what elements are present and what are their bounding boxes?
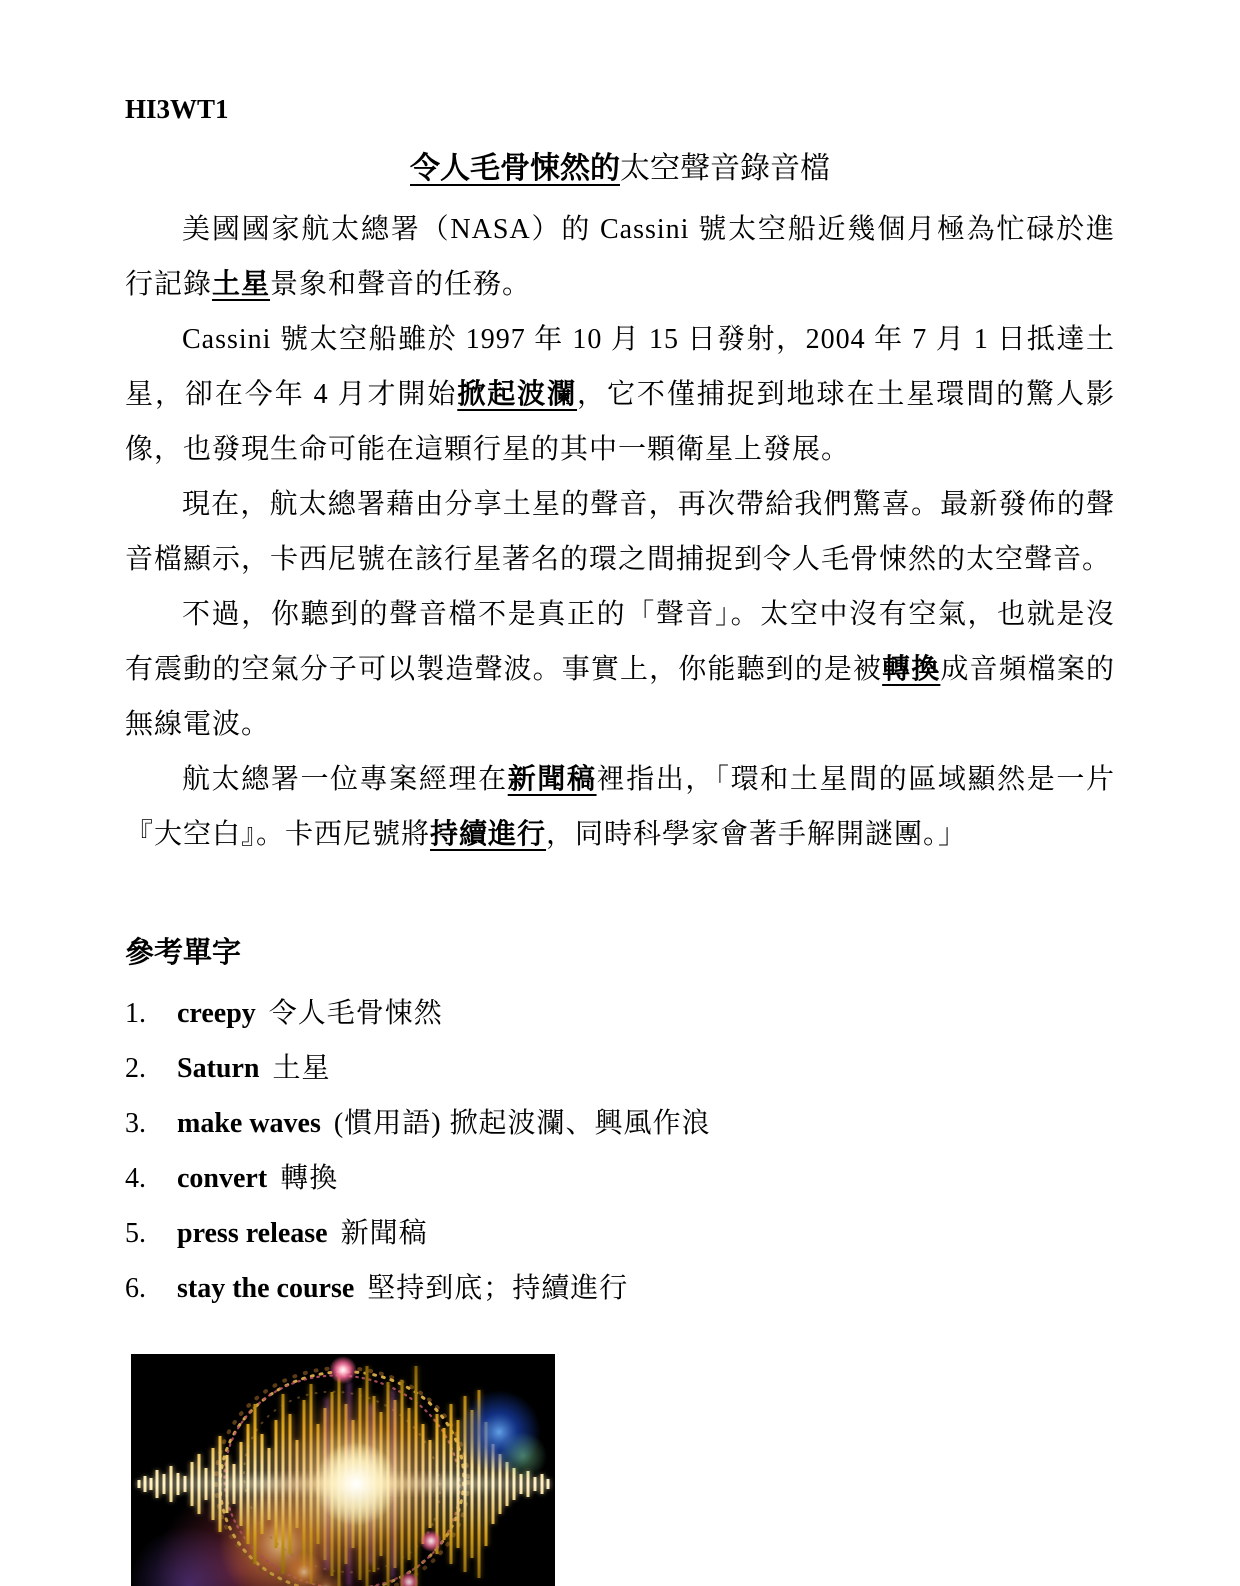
keyword-run: 新聞稿 (507, 764, 597, 795)
article-paragraph-5 (125, 752, 1115, 862)
vocab-item (125, 1096, 1115, 1151)
item-definition: (慣用語) 掀起波瀾、興風作浪 (333, 1108, 711, 1139)
text-run: 航太總署一位專案經理在 (182, 764, 508, 795)
vocab-heading: 參考單字 (125, 937, 242, 969)
item-term: make waves (177, 1108, 321, 1139)
article-body (125, 202, 1115, 862)
vocab-item (125, 986, 1115, 1041)
item-term: Saturn (177, 1053, 260, 1084)
item-number: 6. (125, 1273, 146, 1304)
article-paragraph-1 (125, 202, 1115, 312)
vocab-item (125, 1041, 1115, 1096)
soundwave-image (131, 1354, 555, 1586)
doc-code: HI3WT1 (125, 94, 229, 124)
keyword-run: 土星 (212, 269, 271, 300)
vocab-item (125, 1151, 1115, 1206)
item-definition: 堅持到底；持續進行 (367, 1273, 629, 1304)
text-run: 景象和聲音的任務。 (270, 269, 532, 300)
text-run: Cassini 號太空船雖於 1997 年 10 月 15 日發射，2004 年 7 月 1 日抵達土星，卻在今年 4 月才開始 (125, 324, 1115, 410)
item-number: 1. (125, 998, 146, 1029)
article-paragraph-3 (125, 477, 1115, 587)
vocab-item (125, 1261, 1115, 1316)
item-number: 4. (125, 1163, 146, 1194)
item-number: 3. (125, 1108, 146, 1139)
article-paragraph-4 (125, 587, 1115, 752)
vocab-item (125, 1206, 1115, 1261)
keyword-run: 掀起波瀾 (457, 379, 578, 410)
keyword-run: 轉換 (882, 654, 941, 685)
text-run: 現在，航太總署藉由分享土星的聲音，再次帶給我們驚喜。最新發佈的聲音檔顯示，卡西尼號在該行星著名的環之間捕捉到令人毛骨悚然的太空聲音。 (125, 489, 1115, 575)
item-definition: 新聞稿 (340, 1218, 428, 1249)
text-run: ，它不僅捕捉到地球在土星環間的驚人影像，也發現生命可能在這顆行星的其中一顆衛星上發展。 (125, 379, 1115, 465)
item-definition: 令人毛骨悚然 (268, 998, 443, 1029)
item-definition: 土星 (272, 1053, 331, 1084)
text-run: ，同時科學家會著手解開謎團。」 (546, 819, 968, 850)
item-number: 2. (125, 1053, 146, 1084)
title-keyword: 令人毛骨悚然的 (410, 152, 620, 185)
title-rest: 太空聲音錄音檔 (620, 152, 830, 185)
article-title (125, 146, 1115, 192)
item-term: press release (177, 1218, 328, 1249)
article-paragraph-2 (125, 312, 1115, 477)
vocab-list (125, 986, 1115, 1316)
text-run: 成音頻檔案的無線電波。 (125, 654, 1115, 740)
item-term: stay the course (177, 1273, 355, 1304)
item-definition: 轉換 (280, 1163, 339, 1194)
text-run: 美國國家航太總署（NASA）的 Cassini 號太空船近幾個月極為忙碌於進行記錄 (125, 214, 1115, 300)
item-term: convert (177, 1163, 268, 1194)
soundwave-graphic (131, 1354, 555, 1586)
item-term: creepy (177, 998, 256, 1029)
keyword-run: 持續進行 (430, 819, 547, 850)
item-number: 5. (125, 1218, 146, 1249)
text-run: 裡指出，「環和土星間的區域顯然是一片『大空白』。卡西尼號將 (125, 764, 1115, 850)
text-run: 不過，你聽到的聲音檔不是真正的「聲音」。太空中沒有空氣，也就是沒有震動的空氣分子可以製造聲波。事實上，你能聽到的是被 (125, 599, 1115, 685)
